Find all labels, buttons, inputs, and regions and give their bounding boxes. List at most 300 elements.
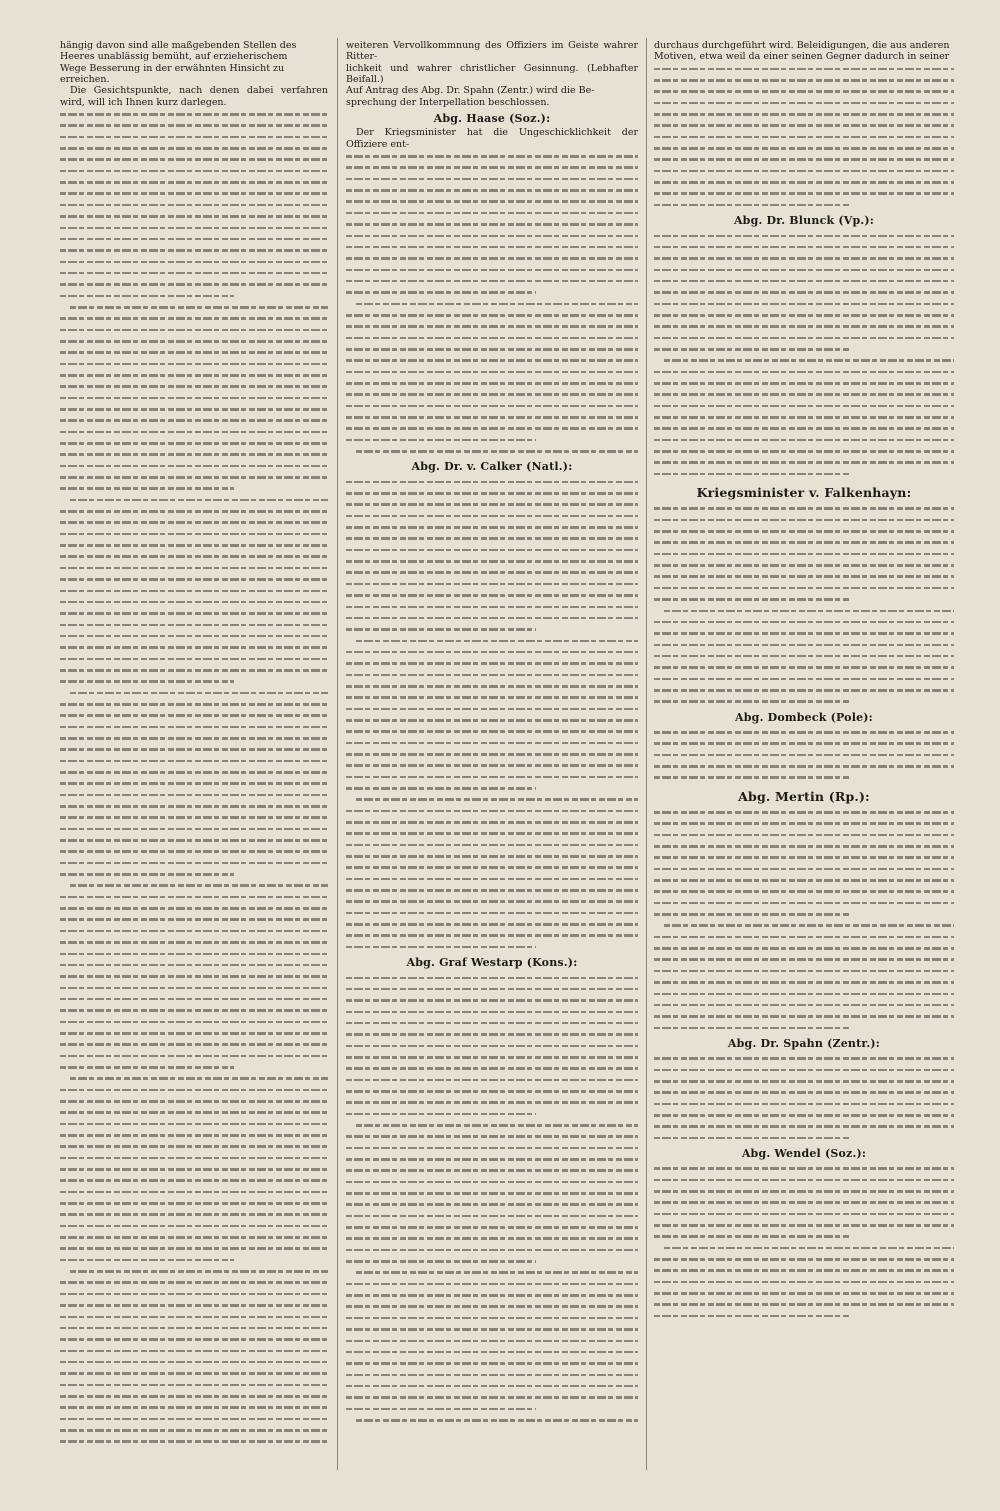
- text-line: [654, 241, 954, 252]
- text-line: Auf Antrag des Abg. Dr. Spahn (Zentr.) wird die Be-: [346, 85, 595, 97]
- text-line: [60, 879, 328, 890]
- text-line: [60, 324, 328, 335]
- text-line: [60, 448, 328, 459]
- text-line: [654, 1219, 954, 1230]
- text-line: [346, 703, 638, 714]
- text-line: [654, 468, 954, 479]
- text-line: [60, 948, 328, 959]
- text-line: [346, 1289, 638, 1300]
- text-line: [346, 680, 638, 691]
- text-line: [60, 1208, 328, 1219]
- text-line: [654, 829, 954, 840]
- speaker-heading: Abg. Haase (Soz.):: [433, 112, 551, 126]
- text-line: [346, 918, 638, 929]
- speaker-heading: Abg. Dr. v. Calker (Natl.):: [411, 460, 573, 474]
- text-line: [60, 482, 328, 493]
- text-line: [346, 510, 638, 521]
- text-line: [654, 275, 954, 286]
- text-line: [346, 411, 638, 422]
- text-line: [346, 150, 638, 161]
- text-line: [60, 1231, 328, 1242]
- text-line: [60, 346, 328, 357]
- speaker-heading: Abg. Wendel (Soz.):: [741, 1146, 867, 1160]
- text-line: [654, 616, 954, 627]
- speaker-heading: Abg. Graf Westarp (Kons.):: [406, 956, 578, 970]
- text-line: [346, 1198, 638, 1209]
- text-line: [654, 434, 954, 445]
- text-line: [346, 354, 638, 365]
- text-line: [654, 1162, 954, 1173]
- text-line: [346, 983, 638, 994]
- text-line: [346, 532, 638, 543]
- text-line: [346, 793, 638, 804]
- text-line: [346, 771, 638, 782]
- text-line: [60, 1186, 328, 1197]
- text-line: [654, 965, 954, 976]
- text-line: [654, 999, 954, 1010]
- text-line: [60, 256, 328, 267]
- text-line: [60, 675, 328, 686]
- text-line: [346, 827, 638, 838]
- text-line: [346, 1142, 638, 1153]
- text-line: [60, 1288, 328, 1299]
- text-line: [346, 1062, 638, 1073]
- text-line: [654, 806, 954, 817]
- text-line: [654, 737, 954, 748]
- text-line: [654, 422, 954, 433]
- body-text: [654, 63, 954, 210]
- text-line: [60, 970, 328, 981]
- text-line: [654, 673, 954, 684]
- text-line: [60, 902, 328, 913]
- text-line: [60, 732, 328, 743]
- text-line: [60, 1016, 328, 1027]
- text-line: [654, 771, 954, 782]
- text-line: [346, 366, 638, 377]
- text-line: [60, 1038, 328, 1049]
- text-line: [654, 108, 954, 119]
- text-line: [654, 165, 954, 176]
- text-line: [346, 1074, 638, 1085]
- text-line: [654, 1010, 954, 1021]
- text-line: [60, 414, 328, 425]
- text-line: [654, 931, 954, 942]
- text-line: [60, 437, 328, 448]
- text-line: [654, 582, 954, 593]
- text-line: erreichen.: [60, 74, 110, 86]
- text-line: [346, 1323, 638, 1334]
- text-line: [346, 1244, 638, 1255]
- text-line: [346, 343, 638, 354]
- text-line: [346, 782, 638, 793]
- text-line: [60, 641, 328, 652]
- text-line: [346, 691, 638, 702]
- text-line: [654, 885, 954, 896]
- text-line: [60, 1299, 328, 1310]
- text-line: [654, 514, 954, 525]
- text-line: [346, 895, 638, 906]
- text-line: [654, 908, 954, 919]
- text-line: [346, 1369, 638, 1380]
- text-line: [654, 593, 954, 604]
- paragraph-start: Die Gesichtspunkte, nach denen dabei verfahren wird, will ich Ihnen kurz darlegen.: [60, 85, 328, 108]
- text-line: [346, 566, 638, 577]
- text-line: [60, 1322, 328, 1333]
- text-line: Wege Besserung in der erwähnten Hinsicht zu: [60, 62, 285, 74]
- text-line: [60, 698, 328, 709]
- text-line: [654, 131, 954, 142]
- text-line: [60, 1072, 328, 1083]
- text-line: [654, 851, 954, 862]
- text-line: [346, 1335, 638, 1346]
- text-line: [60, 573, 328, 584]
- text-line: [346, 578, 638, 589]
- text-line: [346, 725, 638, 736]
- column-1: [60, 40, 328, 1470]
- text-line: [60, 1050, 328, 1061]
- text-line: [346, 544, 638, 555]
- text-line: [60, 1356, 328, 1367]
- text-line: [654, 760, 954, 771]
- text-line: [60, 1333, 328, 1344]
- text-line: [654, 536, 954, 547]
- text-line: [60, 585, 328, 596]
- text-line: [654, 897, 954, 908]
- speaker-heading: Kriegsminister v. Falkenhayn:: [696, 485, 912, 501]
- text-line: [60, 142, 328, 153]
- text-line: [346, 332, 638, 343]
- body-text: [654, 1052, 954, 1143]
- text-line: [60, 755, 328, 766]
- text-line: [654, 1086, 954, 1097]
- text-line: [60, 619, 328, 630]
- text-line: [60, 278, 328, 289]
- text-line: [346, 748, 638, 759]
- text-line: [654, 286, 954, 297]
- text-line: [654, 1310, 954, 1321]
- text-line: [346, 861, 638, 872]
- text-line: [60, 1004, 328, 1015]
- body-text: [654, 502, 954, 706]
- text-line: [654, 1230, 954, 1241]
- text-line: [60, 1152, 328, 1163]
- text-line: [60, 993, 328, 1004]
- text-line: [60, 528, 328, 539]
- text-line: [346, 1096, 638, 1107]
- text-line: [60, 153, 328, 164]
- text-line: [60, 630, 328, 641]
- text-line: [654, 63, 954, 74]
- text-line: [60, 380, 328, 391]
- text-line: [60, 1401, 328, 1412]
- text-line: [346, 1040, 638, 1051]
- text-line: [654, 354, 954, 365]
- text-line: [654, 726, 954, 737]
- speaker-heading: Abg. Dr. Blunck (Vp.):: [733, 214, 875, 228]
- text-line: [654, 919, 954, 930]
- text-line: [346, 1187, 638, 1198]
- text-line: [60, 811, 328, 822]
- text-line: [60, 687, 328, 698]
- text-line: [654, 627, 954, 638]
- text-line: [346, 873, 638, 884]
- text-line: [60, 1084, 328, 1095]
- text-line: [60, 743, 328, 754]
- text-line: [654, 863, 954, 874]
- text-line: [346, 1278, 638, 1289]
- text-line: [654, 1064, 954, 1075]
- text-line: [346, 218, 638, 229]
- text-line: [60, 290, 328, 301]
- speaker-heading: Abg. Dr. Spahn (Zentr.):: [727, 1036, 881, 1050]
- text-line: [60, 709, 328, 720]
- text-line: [60, 891, 328, 902]
- text-line: [654, 1298, 954, 1309]
- text-line: [60, 312, 328, 323]
- text-line: [60, 1163, 328, 1174]
- text-line: [60, 1413, 328, 1424]
- text-line: [60, 1129, 328, 1140]
- text-line: [60, 1379, 328, 1390]
- text-line: [346, 1108, 638, 1119]
- text-line: [654, 874, 954, 885]
- text-line: [346, 521, 638, 532]
- text-line: [60, 108, 328, 119]
- text-line: [654, 1253, 954, 1264]
- column-3: [654, 40, 954, 1470]
- text-line: [346, 173, 638, 184]
- text-line: [346, 646, 638, 657]
- text-line: hängig davon sind alle maßgebenden Stellen des: [60, 40, 297, 51]
- text-line: [60, 1345, 328, 1356]
- text-line: [346, 589, 638, 600]
- text-line: [60, 607, 328, 618]
- paragraph-start: Der Kriegsminister hat die Ungeschicklichkeit der Offiziere ent-: [346, 127, 638, 150]
- text-line: [60, 596, 328, 607]
- body-text: [654, 230, 954, 480]
- text-line: [60, 1276, 328, 1287]
- text-line: [60, 982, 328, 993]
- text-line: [60, 131, 328, 142]
- text-line: [654, 840, 954, 851]
- text-line: [346, 241, 638, 252]
- text-line: [654, 1120, 954, 1131]
- text-line: [346, 1085, 638, 1096]
- text-line: [654, 85, 954, 96]
- text-line: [346, 1119, 638, 1130]
- text-line: [346, 612, 638, 623]
- text-line: [654, 309, 954, 320]
- text-line: [60, 664, 328, 675]
- text-line: [60, 1106, 328, 1117]
- text-line: [654, 153, 954, 164]
- text-line: [346, 388, 638, 399]
- text-line: [346, 264, 638, 275]
- text-line: [346, 309, 638, 320]
- text-line: [654, 525, 954, 536]
- text-line: [60, 358, 328, 369]
- text-line: [346, 1176, 638, 1187]
- text-line: [60, 550, 328, 561]
- text-line: [60, 369, 328, 380]
- text-line: [346, 1221, 638, 1232]
- body-text: [654, 726, 954, 783]
- text-line: [654, 1196, 954, 1207]
- text-line: [346, 994, 638, 1005]
- text-line: [346, 1051, 638, 1062]
- text-line: [346, 1300, 638, 1311]
- text-line: [60, 1118, 328, 1129]
- text-line: [346, 298, 638, 309]
- text-line: [60, 1027, 328, 1038]
- text-line: [346, 1357, 638, 1368]
- text-line: [346, 498, 638, 509]
- body-text: [60, 108, 328, 1447]
- text-line: [654, 1185, 954, 1196]
- text-line: [60, 494, 328, 505]
- text-line: [654, 502, 954, 513]
- text-line: [346, 737, 638, 748]
- text-line: weiteren Vervollkommnung des Offiziers im Geiste wahrer Ritter-: [346, 40, 638, 63]
- text-line: [654, 976, 954, 987]
- text-line: [654, 1276, 954, 1287]
- text-line: [60, 403, 328, 414]
- text-line: [60, 1367, 328, 1378]
- text-line: [60, 936, 328, 947]
- text-line: [654, 187, 954, 198]
- body-text: [346, 150, 638, 456]
- text-line: [60, 1140, 328, 1151]
- text-line: [346, 195, 638, 206]
- text-line: [60, 460, 328, 471]
- text-line: [60, 1254, 328, 1265]
- text-line: [654, 445, 954, 456]
- text-line: [654, 749, 954, 760]
- column-2: [346, 40, 638, 1470]
- text-line: [654, 388, 954, 399]
- text-line: [346, 1312, 638, 1323]
- text-line: [654, 456, 954, 467]
- text-line: [60, 845, 328, 856]
- text-line: [654, 97, 954, 108]
- text-line: [654, 1075, 954, 1086]
- text-line: [346, 657, 638, 668]
- text-line: [346, 1006, 638, 1017]
- text-line: [346, 1153, 638, 1164]
- text-line: [654, 988, 954, 999]
- text-line: [346, 1232, 638, 1243]
- text-line: [60, 857, 328, 868]
- text-line: [654, 176, 954, 187]
- text-line: [60, 1061, 328, 1072]
- text-line: [654, 320, 954, 331]
- text-line: [346, 184, 638, 195]
- text-line: [60, 1390, 328, 1401]
- text-line: Motiven, etwa weil da einer seinen Gegner dadurch in seiner: [654, 51, 950, 63]
- text-line: [346, 907, 638, 918]
- text-line: [346, 1391, 638, 1402]
- text-line: [654, 264, 954, 275]
- text-line: [60, 1242, 328, 1253]
- text-line: [60, 119, 328, 130]
- text-line: [654, 953, 954, 964]
- text-line: [654, 298, 954, 309]
- text-line: [346, 275, 638, 286]
- text-line: durchaus durchgeführt wird. Beleidigungen, die aus anderen: [654, 40, 950, 51]
- text-line: [346, 252, 638, 263]
- text-line: [60, 959, 328, 970]
- text-line: [346, 1403, 638, 1414]
- text-line: [60, 176, 328, 187]
- text-line: [60, 925, 328, 936]
- text-line: [654, 650, 954, 661]
- text-line: [654, 817, 954, 828]
- text-line: [654, 1052, 954, 1063]
- text-line: [60, 1174, 328, 1185]
- text-line: [60, 516, 328, 527]
- text-line: [346, 434, 638, 445]
- text-line: [60, 800, 328, 811]
- text-line: [346, 445, 638, 456]
- text-line: [346, 1164, 638, 1175]
- text-line: [346, 669, 638, 680]
- text-line: [60, 777, 328, 788]
- text-line: [346, 850, 638, 861]
- text-line: [654, 411, 954, 422]
- body-text: [346, 476, 638, 952]
- text-line: [346, 320, 638, 331]
- text-line: [60, 233, 328, 244]
- text-line: [60, 789, 328, 800]
- text-line: [60, 834, 328, 845]
- text-line: [346, 839, 638, 850]
- text-line: [346, 1017, 638, 1028]
- text-line: [654, 1109, 954, 1120]
- text-line: [60, 1311, 328, 1322]
- text-line: [346, 1028, 638, 1039]
- text-line: [654, 1098, 954, 1109]
- text-line: [60, 539, 328, 550]
- text-line: [346, 805, 638, 816]
- text-line: [60, 1424, 328, 1435]
- text-line: [60, 1220, 328, 1231]
- text-line: [654, 1174, 954, 1185]
- text-line: [60, 1197, 328, 1208]
- text-line: [346, 161, 638, 172]
- text-line: [654, 119, 954, 130]
- text-line: [346, 635, 638, 646]
- text-line: [60, 913, 328, 924]
- text-line: [654, 1132, 954, 1143]
- text-line: [60, 823, 328, 834]
- text-line: [60, 426, 328, 437]
- text-line: [346, 816, 638, 827]
- text-line: [346, 286, 638, 297]
- body-text: [346, 972, 638, 1426]
- text-line: [654, 695, 954, 706]
- text-line: [654, 605, 954, 616]
- body-text: [654, 1162, 954, 1321]
- text-line: [654, 377, 954, 388]
- text-line: [346, 601, 638, 612]
- text-line: [60, 244, 328, 255]
- text-line: [346, 1266, 638, 1277]
- text-line: [346, 377, 638, 388]
- text-line: [654, 559, 954, 570]
- text-line: [346, 1346, 638, 1357]
- text-line: [346, 487, 638, 498]
- text-line: [60, 301, 328, 312]
